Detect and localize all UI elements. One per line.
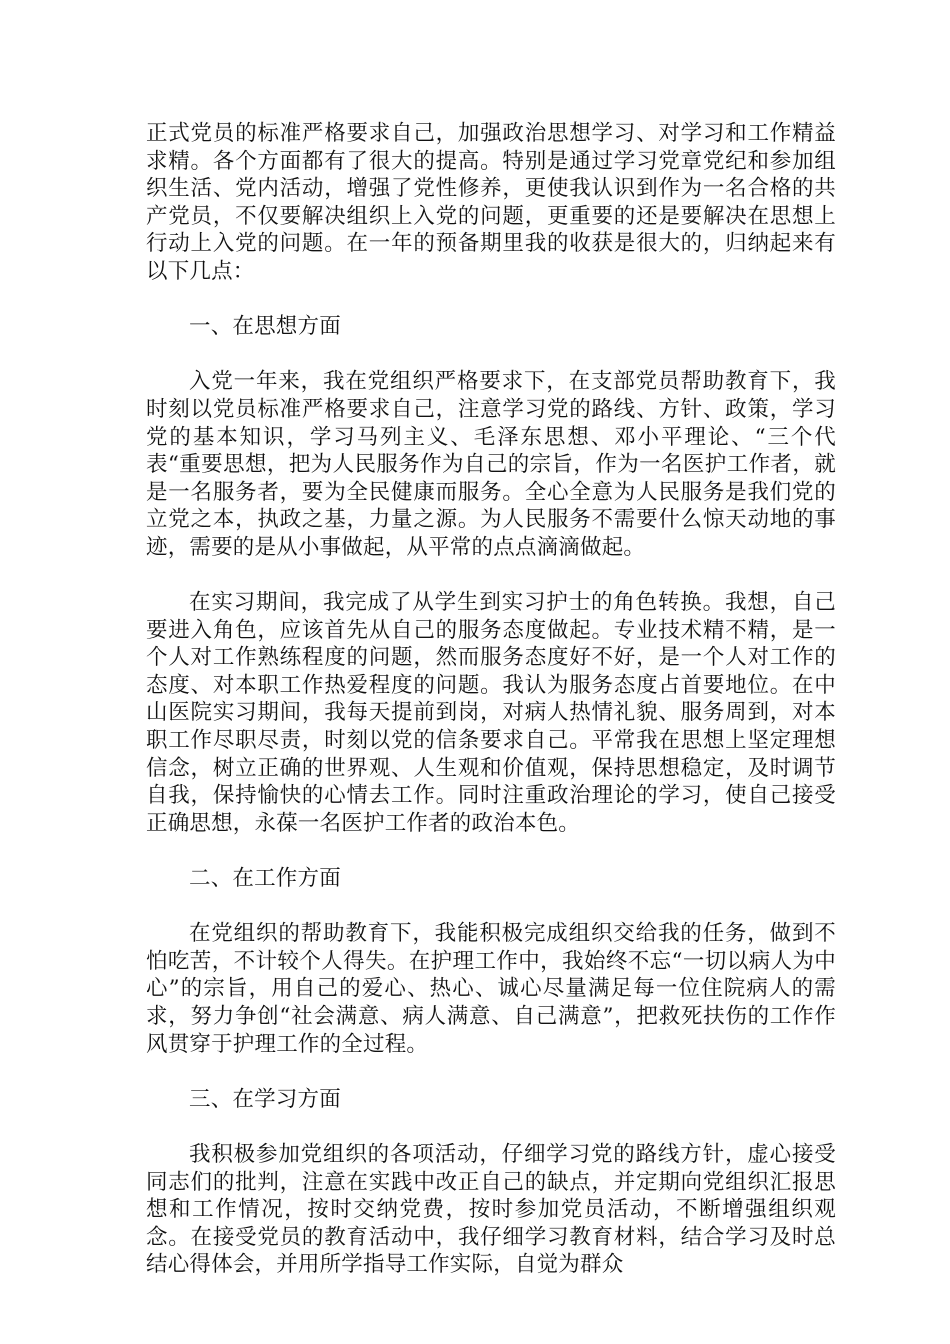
section-heading-work: 二、在工作方面 [189, 866, 341, 892]
section-heading-thought: 一、在思想方面 [189, 314, 341, 340]
section-heading-study: 三、在学习方面 [189, 1086, 341, 1112]
section-paragraph: 在实习期间，我完成了从学生到实习护士的角色转换。我想，自己要进入角色，应该首先从自己的服务态度做起。专业技术精不精，是一个人对工作熟练程度的问题，然而服务态度好不好，是一个人对工作的态度、对本职工作热爱程度的问题。我认为服务态度占首要地位。在中山医院实习期间，我每天提前到岗，对病人热情礼貌、服务周到，对本职工作尽职尽责，时刻以党的信条要求自己。平常我在思想上坚定理想信念，树立正确的世界观、人生观和价值观，保持思想稳定，及时调节自我，保持愉快的心情去工作。同时注重政治理论的学习，使自己接受正确思想，永葆一名医护工作者的政治本色。 [146, 590, 836, 836]
section-paragraph: 入党一年来，我在党组织严格要求下，在支部党员帮助教育下，我时刻以党员标准严格要求自己，注意学习党的路线、方针、政策，学习党的基本知识，学习马列主义、毛泽东思想、邓小平理论、“三个代表“重要思想，把为人民服务作为自己的宗旨，作为一名医护工作者，就是一名服务者，要为全民健康而服务。全心全意为人民服务是我们党的立党之本，执政之基，力量之源。为人民服务不需要什么惊天动地的事迹，需要的是从小事做起，从平常的点点滴滴做起。 [146, 369, 836, 560]
section-paragraph: 在党组织的帮助教育下，我能积极完成组织交给我的任务，做到不怕吃苦，不计较个人得失。在护理工作中，我始终不忘“一切以病人为中心”的宗旨，用自己的爱心、热心、诚心尽量满足每一位住院病人的需求，努力争创“社会满意、病人满意、自己满意”，把救死扶伤的工作作风贯穿于护理工作的全过程。 [146, 921, 836, 1057]
section-paragraph: 我积极参加党组织的各项活动，仔细学习党的路线方针，虚心接受同志们的批判，注意在实践中改正自己的缺点，并定期向党组织汇报思想和工作情况，按时交纳党费，按时参加党员活动，不断增强组织观念。在接受党员的教育活动中，我仔细学习教育材料，结合学习及时总结心得体会，并用所学指导工作实际，自觉为群众 [146, 1141, 836, 1278]
intro-paragraph: 正式党员的标准严格要求自己，加强政治思想学习、对学习和工作精益求精。各个方面都有了很大的提高。特别是通过学习党章党纪和参加组织生活、党内活动，增强了党性修养，更使我认识到作为一名合格的共产党员，不仅要解决组织上入党的问题，更重要的还是要解决在思想上行动上入党的问题。在一年的预备期里我的收获是很大的，归纳起来有以下几点： [146, 121, 836, 284]
document-page [146, 120, 836, 1279]
